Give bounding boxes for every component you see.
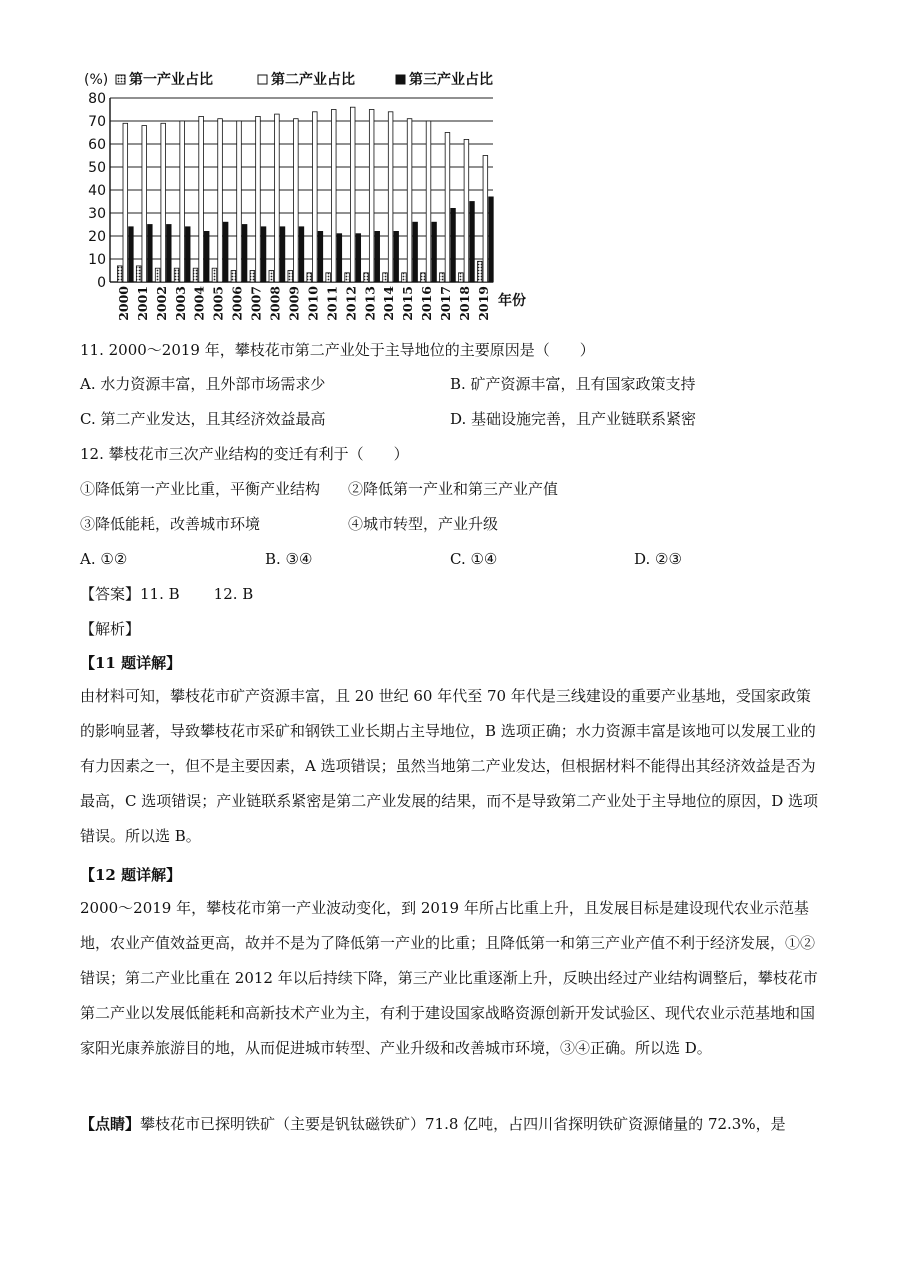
bar-2018-series-3 — [470, 202, 475, 283]
answer-q12: 12. B — [213, 585, 254, 603]
detail11-heading: 【11 题详解】 — [80, 654, 182, 672]
bar-2009-series-3 — [299, 227, 304, 282]
y-tick-40: 40 — [88, 183, 106, 199]
bar-2011-series-3 — [337, 234, 342, 282]
bar-2000-series-3 — [129, 227, 134, 282]
bar-2010-series-3 — [318, 231, 323, 282]
tip-body: 攀枝花市已探明铁矿（主要是钒钛磁铁矿）71.8 亿吨，占四川省探明铁矿资源储量的 72.3%，是 — [140, 1115, 786, 1133]
q12-statement-2: ②降低第一产业和第三产业产值 — [348, 480, 559, 498]
bar-2019-series-3 — [489, 197, 494, 282]
x-tick-2003: 2003 — [172, 286, 188, 321]
bar-2016-series-3 — [432, 222, 437, 282]
x-tick-2016: 2016 — [419, 286, 435, 321]
legend-label-1: 第一产业占比 — [129, 72, 213, 88]
bar-2003-series-2 — [180, 121, 185, 282]
q11-option-c: C. 第二产业发达，且其经济效益最高 — [80, 410, 326, 428]
bar-2010-series-2 — [313, 112, 318, 282]
y-tick-10: 10 — [88, 252, 106, 268]
bar-2001-series-2 — [142, 126, 147, 282]
bar-2004-series-2 — [199, 116, 204, 282]
detail12-body: 2000～2019 年，攀枝花市第一产业波动变化，到 2019 年所占比重上升，且发展目标是建设现代农业示范基地，农业产值效益更高，故并不是为了降低第一产业的比重；且降低第一和第三产业产值不利于经济发展，①②错误；第二产业比重在 2012 年以后持续下降，第三产业比重逐渐上升，反映出经过产业结构调整后，攀枝花市第二产业以发展低能耗和高新技术产业为主，有利于建设国家战略资源创新开发试验区、现代农业示范基地和国家阳光康养旅游目的地，从而促进城市转型、产业升级和改善城市环境，③④正确。所以选 D。 — [80, 899, 818, 1057]
y-tick-60: 60 — [88, 137, 106, 153]
bar-2002-series-3 — [167, 225, 172, 283]
q11-option-d: D. 基础设施完善，且产业链联系紧密 — [450, 410, 697, 428]
x-tick-2013: 2013 — [362, 286, 378, 321]
industry-structure-chart — [78, 62, 548, 332]
bar-2003-series-1 — [174, 268, 179, 282]
chart-axes — [84, 72, 526, 321]
bar-2006-series-2 — [237, 121, 242, 282]
chart-svg — [78, 62, 548, 332]
bar-2010-series-1 — [307, 273, 312, 282]
x-tick-2015: 2015 — [400, 286, 416, 321]
bar-2014-series-1 — [383, 273, 388, 282]
bar-2004-series-1 — [193, 268, 198, 282]
x-tick-2002: 2002 — [153, 286, 169, 321]
q12-statement-4: ④城市转型，产业升级 — [348, 515, 499, 533]
bar-2011-series-1 — [326, 273, 331, 282]
q12-statement-1: ①降低第一产业比重，平衡产业结构 — [80, 480, 321, 498]
detail11-body: 由材料可知，攀枝花市矿产资源丰富，且 20 世纪 60 年代至 70 年代是三线建设的重要产业基地，受国家政策的影响显著，导致攀枝花市采矿和钢铁工业长期占主导地位，B 选项正确；水力资源丰富是该地可以发展工业的有力因素之一，但不是主要因素，A 选项错误；虽然当地第二产业发达，但根据材料不能得出其经济效益是否为最高，C 选项错误；产业链联系紧密是第二产业发展的结果，而不是导致第二产业处于主导地位的原因，D 选项错误。所以选 B。 — [80, 687, 819, 845]
x-unit-label: 年份 — [498, 293, 526, 309]
q12-option-c: C. ①④ — [450, 550, 498, 568]
legend-swatch-3 — [396, 75, 405, 84]
bar-2001-series-3 — [148, 225, 153, 283]
bar-2016-series-2 — [426, 121, 431, 282]
y-tick-80: 80 — [88, 91, 106, 107]
bar-2002-series-2 — [161, 123, 166, 282]
legend-label-3: 第三产业占比 — [409, 72, 493, 88]
y-tick-50: 50 — [88, 160, 106, 176]
q12-option-b: B. ③④ — [265, 550, 313, 568]
y-tick-70: 70 — [88, 114, 106, 130]
bar-2006-series-1 — [231, 271, 236, 283]
answer-q11: 11. B — [140, 585, 180, 603]
x-tick-2018: 2018 — [457, 286, 473, 321]
bar-2009-series-2 — [294, 119, 299, 282]
x-tick-2011: 2011 — [324, 286, 340, 321]
q12-option-d: D. ②③ — [634, 550, 682, 568]
bar-2007-series-1 — [250, 271, 255, 283]
bar-2014-series-2 — [388, 112, 393, 282]
bar-2012-series-1 — [345, 273, 350, 282]
bar-2000-series-2 — [123, 123, 128, 282]
detail12-heading: 【12 题详解】 — [80, 866, 182, 884]
x-tick-2017: 2017 — [438, 286, 454, 321]
bar-2001-series-1 — [136, 266, 141, 282]
bar-2009-series-1 — [288, 271, 293, 283]
bar-2013-series-3 — [375, 231, 380, 282]
bar-2015-series-1 — [402, 273, 407, 282]
bar-2013-series-2 — [369, 110, 374, 283]
bar-2006-series-3 — [242, 225, 247, 283]
bar-2015-series-3 — [413, 222, 418, 282]
analysis-label: 【解析】 — [80, 620, 141, 638]
y-tick-30: 30 — [88, 206, 106, 222]
bar-2013-series-1 — [364, 273, 369, 282]
bar-2007-series-2 — [256, 116, 261, 282]
x-tick-2001: 2001 — [134, 286, 150, 321]
tip-paragraph — [80, 1114, 825, 1134]
bar-2019-series-2 — [483, 156, 488, 283]
bar-2004-series-3 — [204, 231, 209, 282]
bar-2012-series-2 — [350, 107, 355, 282]
x-tick-2004: 2004 — [191, 286, 207, 321]
bar-2007-series-3 — [261, 227, 266, 282]
q11-stem: 11. 2000～2019 年，攀枝花市第二产业处于主导地位的主要原因是（ ） — [80, 341, 595, 359]
x-tick-2012: 2012 — [343, 286, 359, 321]
y-tick-20: 20 — [88, 229, 106, 245]
bar-2017-series-2 — [445, 133, 450, 283]
legend-label-2: 第二产业占比 — [271, 72, 355, 88]
answer-line — [80, 584, 253, 604]
bar-2019-series-1 — [477, 261, 482, 282]
x-tick-2006: 2006 — [229, 286, 245, 321]
q12-stem: 12. 攀枝花市三次产业结构的变迁有利于（ ） — [80, 445, 409, 463]
x-tick-2008: 2008 — [267, 286, 283, 321]
bar-2000-series-1 — [117, 266, 122, 282]
legend-swatch-2 — [258, 75, 267, 84]
bar-2015-series-2 — [407, 119, 412, 282]
tip-label: 【点睛】 — [80, 1115, 141, 1133]
bar-2018-series-2 — [464, 139, 469, 282]
bar-2005-series-2 — [218, 119, 223, 282]
bar-2012-series-3 — [356, 234, 361, 282]
q12-statement-3: ③降低能耗，改善城市环境 — [80, 515, 261, 533]
chart-bars — [117, 107, 493, 282]
bar-2008-series-2 — [275, 114, 280, 282]
y-unit-label: (%) — [84, 72, 109, 88]
bar-2017-series-1 — [440, 273, 445, 282]
x-tick-2007: 2007 — [248, 286, 264, 321]
answer-label: 【答案】 — [80, 585, 141, 603]
q11-option-a: A. 水力资源丰富，且外部市场需求少 — [80, 375, 326, 393]
bar-2005-series-1 — [212, 268, 217, 282]
bar-2003-series-3 — [185, 227, 190, 282]
bar-2005-series-3 — [223, 222, 228, 282]
chart-legend — [116, 71, 493, 88]
legend-swatch-1 — [116, 75, 125, 84]
bar-2008-series-1 — [269, 271, 274, 283]
bar-2014-series-3 — [394, 231, 399, 282]
x-tick-2005: 2005 — [210, 286, 226, 321]
bar-2011-series-2 — [331, 110, 336, 283]
x-tick-2009: 2009 — [286, 286, 302, 321]
y-tick-0: 0 — [97, 275, 106, 291]
q11-option-b: B. 矿产资源丰富，且有国家政策支持 — [450, 375, 696, 393]
bar-2002-series-1 — [155, 268, 160, 282]
q12-option-a: A. ①② — [80, 550, 128, 568]
bar-2016-series-1 — [421, 273, 426, 282]
x-tick-2000: 2000 — [115, 286, 131, 321]
x-tick-2019: 2019 — [475, 286, 491, 321]
x-tick-2010: 2010 — [305, 286, 321, 321]
bar-2017-series-3 — [451, 208, 456, 282]
x-tick-2014: 2014 — [381, 286, 397, 321]
bar-2008-series-3 — [280, 227, 285, 282]
bar-2018-series-1 — [459, 273, 464, 282]
